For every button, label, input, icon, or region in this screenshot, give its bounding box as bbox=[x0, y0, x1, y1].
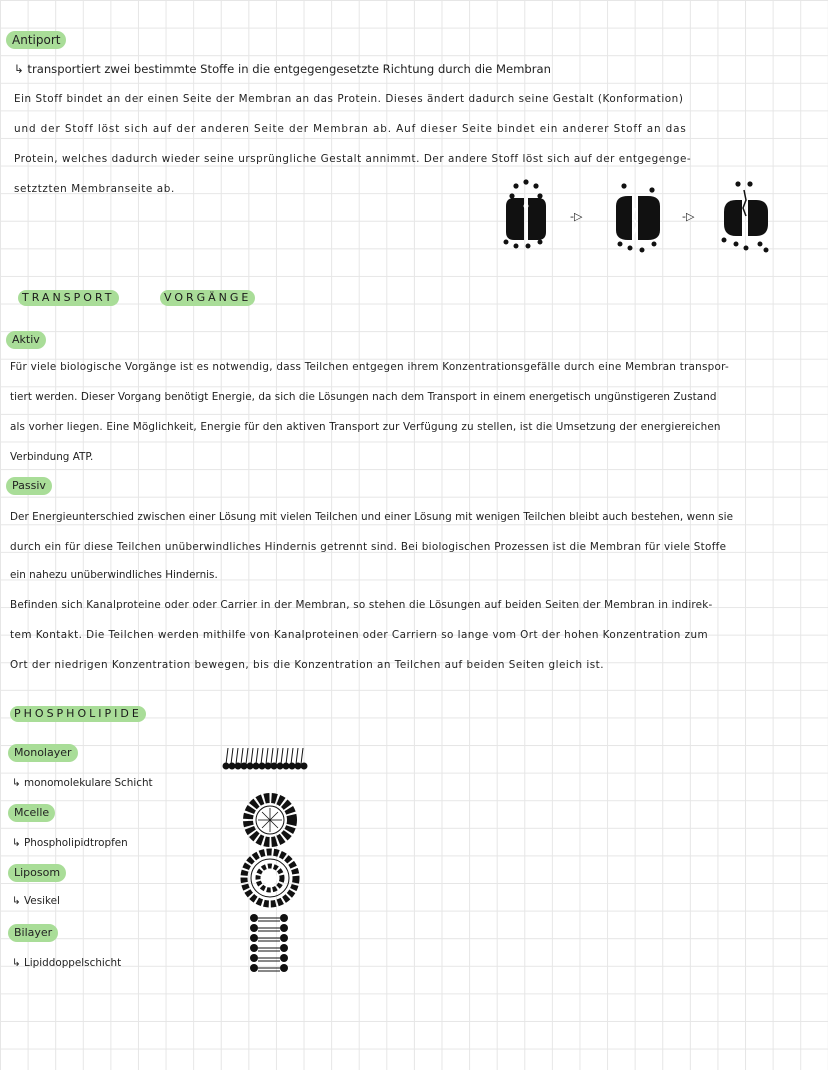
bilayer-diagram bbox=[246, 912, 306, 976]
monolayer-desc: ↳ monomolekulare Schicht bbox=[12, 777, 153, 789]
diagram-arrow-1: -▷ bbox=[570, 210, 583, 223]
antiport-line-3: Protein, welches dadurch wieder seine ursprüngliche Gestalt annimmt. Der andere Stoff löst sich auf der entgegenge- bbox=[14, 153, 692, 165]
bilayer-label: Bilayer bbox=[8, 924, 58, 942]
carrier-protein-stage-1 bbox=[504, 179, 547, 248]
monolayer-diagram bbox=[222, 746, 312, 776]
passiv-line-4: Befinden sich Kanalproteine oder oder Carrier in der Membran, so stehen die Lösungen auf beiden Seiten der Membran in indirek- bbox=[10, 599, 713, 611]
antiport-label: Antiport bbox=[6, 31, 66, 49]
aktiv-line-3: als vorher liegen. Eine Möglichkeit, Energie für den aktiven Transport zur Verfügung zu stellen, ist die Umsetzung der energiereichen bbox=[10, 421, 721, 433]
liposome-label: Liposom bbox=[8, 864, 66, 882]
aktiv-line-2: tiert werden. Dieser Vorgang benötigt Energie, da sich die Lösungen nach dem Transport in einem energetisch ungünstigeren Zustand bbox=[10, 391, 717, 403]
aktiv-label: Aktiv bbox=[6, 331, 46, 349]
antiport-diagram bbox=[498, 178, 828, 258]
transport-heading-text-1: TRANSPORT bbox=[18, 290, 119, 306]
passiv-line-2: durch ein für diese Teilchen unüberwindliches Hindernis getrennt sind. Bei biologischen Prozessen ist die Membran für viele Stoffe bbox=[10, 541, 727, 553]
bilayer-desc: ↳ Lipiddoppelschicht bbox=[12, 957, 122, 969]
passiv-line-6: Ort der niedrigen Konzentration bewegen, bis die Konzentration an Teilchen auf beiden Seiten gleich ist. bbox=[10, 659, 605, 671]
carrier-protein-stage-2 bbox=[616, 183, 660, 252]
transport-heading-word-1 bbox=[18, 290, 117, 306]
antiport-definition: ↳ transportiert zwei bestimmte Stoffe in die entgegengesetzte Richtung durch die Membran bbox=[14, 62, 551, 76]
passiv-line-1: Der Energieunterschied zwischen einer Lösung mit vielen Teilchen und einer Lösung mit wenigen Teilchen bleibt auch bestehen, wenn sie bbox=[10, 511, 734, 523]
liposome-diagram bbox=[236, 846, 306, 916]
passiv-line-5: tem Kontakt. Die Teilchen werden mithilfe von Kanalproteinen oder Carriern so lange vom Ort der hohen Konzentration zum bbox=[10, 629, 709, 641]
micelle-label: Mcelle bbox=[8, 804, 55, 822]
transport-heading-text-2: VORGÄNGE bbox=[160, 290, 255, 306]
phospholipide-heading bbox=[10, 706, 144, 722]
micelle-desc: ↳ Phospholipidtropfen bbox=[12, 837, 128, 849]
phospholipide-heading-text: PHOSPHOLIPIDE bbox=[10, 706, 146, 722]
antiport-line-4: setztzten Membranseite ab. bbox=[14, 183, 175, 195]
carrier-protein-stage-3 bbox=[722, 181, 769, 252]
antiport-line-2: und der Stoff löst sich auf der anderen Seite der Membran ab. Auf dieser Seite bindet ein anderer Stoff an das bbox=[14, 123, 687, 135]
antiport-line-1: Ein Stoff bindet an der einen Seite der Membran an das Protein. Dieses ändert dadurch seine Gestalt (Konformation) bbox=[14, 93, 684, 105]
diagram-arrow-2: -▷ bbox=[682, 210, 695, 223]
monolayer-label: Monolayer bbox=[8, 744, 78, 762]
passiv-line-3: ein nahezu unüberwindliches Hindernis. bbox=[10, 569, 218, 581]
passiv-label: Passiv bbox=[6, 477, 52, 495]
aktiv-line-4: Verbindung ATP. bbox=[10, 451, 94, 463]
transport-heading-word-2 bbox=[160, 290, 253, 306]
liposome-desc: ↳ Vesikel bbox=[12, 895, 60, 907]
aktiv-line-1: Für viele biologische Vorgänge ist es notwendig, dass Teilchen entgegen ihrem Konzentrationsgefälle durch eine Membran transpor- bbox=[10, 361, 729, 373]
